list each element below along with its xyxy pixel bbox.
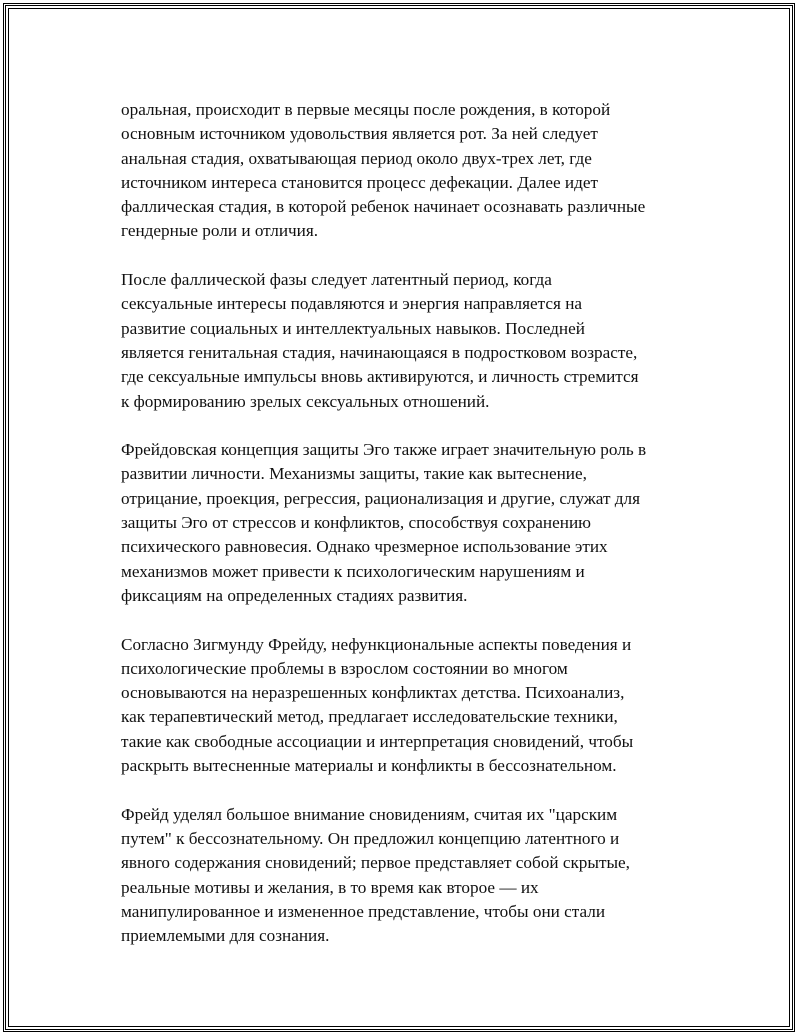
document-body (121, 98, 701, 973)
page-border (3, 3, 795, 1032)
paragraph-ego-defense-mechanisms: Фрейдовская концепция защиты Эго также играет значительную роль в развитии личности. Механизмы защиты, такие как вытеснение, отрицание, проекция, регрессия, рационализация и другие, служат для защиты Эго от стрессов и конфликтов, способствуя сохранению психического равновесия. Однако чрезмерное использование этих механизмов может привести к психологическим нарушениям и фиксациям на определенных стадиях развития. (121, 440, 647, 605)
paragraph-latent-genital-stages: После фаллической фазы следует латентный период, когда сексуальные интересы подавляются и энергия направляется на развитие социальных и интеллектуальных навыков. Последней является генитальная стадия, начинающаяся в подростковом возрасте, где сексуальные импульсы вновь активируются, и личность стремится к формированию зрелых сексуальных отношений. (121, 270, 639, 411)
paragraph-oral-anal-phallic-stages: оральная, происходит в первые месяцы после рождения, в которой основным источником удовольствия является рот. За ней следует анальная стадия, охватывающая период около двух-трех лет, где источником интереса становится процесс дефекации. Далее идет фаллическая стадия, в которой ребенок начинает осознавать различные гендерные роли и отличия. (121, 100, 646, 241)
paragraph-dream-interpretation: Фрейд уделял большое внимание сновидениям, считая их "царским путем" к бессознательному. Он предложил концепцию латентного и явного содержания сновидений; первое представляет собой скрытые, реальные мотивы и желания, в то время как второе — их манипулированное и измененное представление, чтобы они стали приемлемыми для сознания. (121, 804, 630, 946)
paragraph-psychoanalysis-method: Согласно Зигмунду Фрейду, нефункциональные аспекты поведения и психологические проблемы в взрослом состоянии во многом основываются на неразрешенных конфликтах детства. Психоанализ, как терапевтический метод, предлагает исследовательские техники, такие как свободные ассоциации и интерпретация сновидений, чтобы раскрыть вытесненные материалы и конфликты в бессознательном. (121, 634, 634, 776)
